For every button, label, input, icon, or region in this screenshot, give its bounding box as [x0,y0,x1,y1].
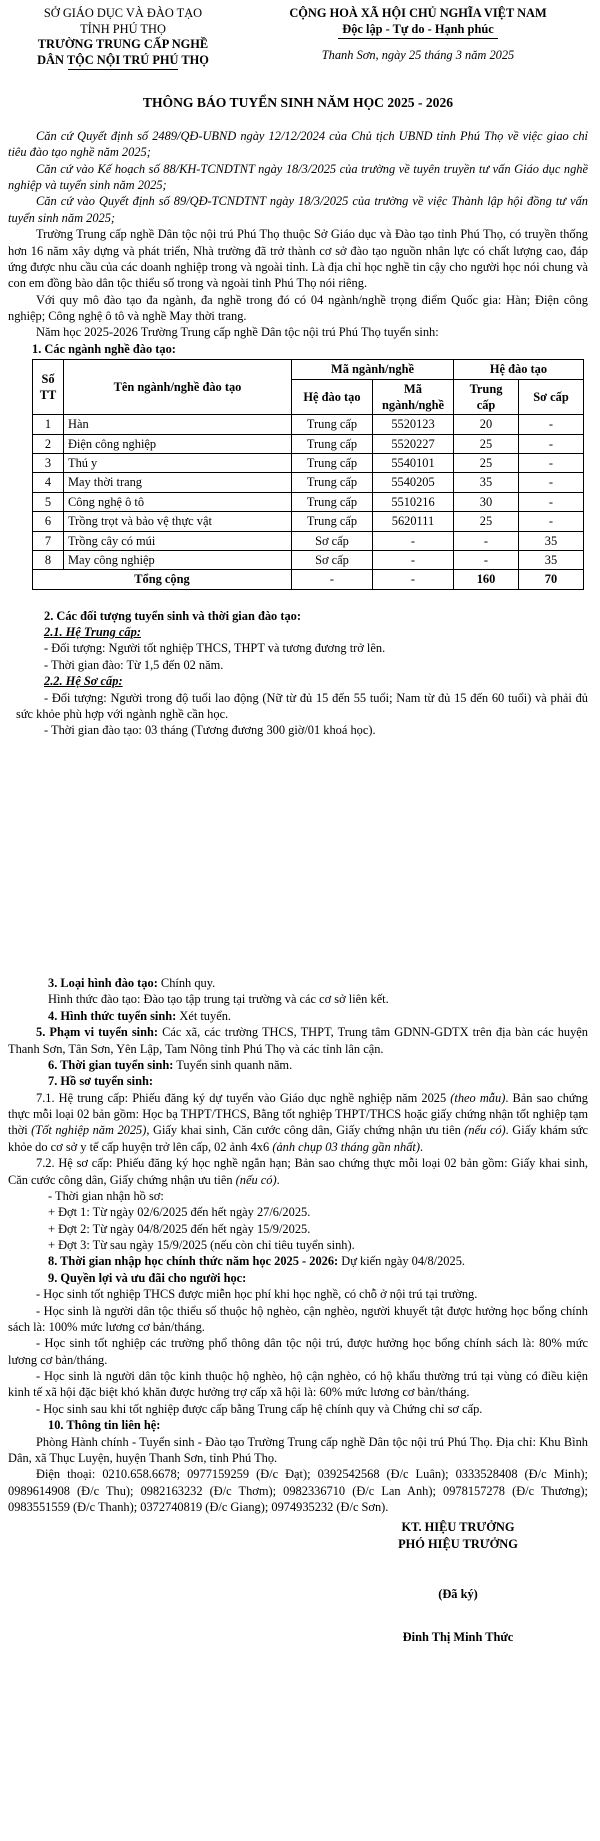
table-row [33,434,584,453]
section-5: 5. Phạm vi tuyển sinh: Các xã, các trường THCS, THPT, Trung tâm GDNN-GDTX trên địa bàn các huyện Thanh Sơn, Tân Sơn, Yên Lập, Tam Nông tỉnh Phú Thọ và các tỉnh lân cận. [8,1025,589,1056]
cell-stt: 4 [33,473,64,492]
cell-stt: 7 [33,531,64,550]
cell-so-cap: - [519,415,584,434]
cell-so-cap: - [519,473,584,492]
cell-stt: 8 [33,550,64,569]
col-so-cap: Sơ cấp [519,379,584,415]
page-one [0,0,600,739]
table-row [33,473,584,492]
col-code: Mã ngành/nghề [373,379,454,415]
col-level: Hệ đào tạo [292,379,373,415]
benefit-item: - Học sinh tốt nghiệp các trường phổ thông dân tộc nội trú, được hưởng học bổng chính sách là: 80% mức lương cơ bản/tháng. [8,1336,588,1367]
section-4: 4. Hình thức tuyển sinh: Xét tuyển. [48,1008,231,1023]
table-row [33,512,584,531]
total-trung-cap: 160 [454,570,519,589]
total-level: - [292,570,373,589]
cell-so-cap: - [519,434,584,453]
cell-so-cap: - [519,512,584,531]
school-line-2: DÂN TỘC NỘI TRÚ PHÚ THỌ [37,52,209,67]
cell-trung-cap: - [454,531,519,550]
section-2-1-line: - Đối tượng: Người tốt nghiệp THCS, THPT và tương đương trở lên. [44,641,386,656]
page-break [0,930,600,970]
benefit-item: - Học sinh sau khi tốt nghiệp được cấp bằng Trung cấp hệ chính quy và Chứng chỉ sơ cấp. [36,1401,483,1416]
cell-trung-cap: 30 [454,492,519,511]
signature-block [348,1519,568,1645]
header-divider-left [68,69,178,70]
cell-program-name: Điện công nghiệp [64,434,292,453]
cell-program-name: May công nghiệp [64,550,292,569]
page-two [0,975,600,1645]
national-motto [248,6,588,70]
section-2-1-heading: 2.1. Hệ Trung cấp: [44,625,141,640]
cell-level: Trung cấp [292,415,373,434]
col-program-name: Tên ngành/nghề đào tạo [64,360,292,415]
section-9-heading: 9. Quyền lợi và ưu đãi cho người học: [48,1270,247,1285]
cell-so-cap: - [519,492,584,511]
col-trung-cap: Trung cấp [454,379,519,415]
table-total-row [33,570,584,589]
section-1-heading: 1. Các ngành nghề đào tạo: [32,341,176,356]
col-group-code: Mã ngành/nghề [292,360,454,379]
section-7-2: 7.2. Hệ sơ cấp: Phiếu đăng ký học nghề ngắn hạn; Bản sao chứng thực mỗi loại 02 bản gồm: Giấy khai sinh, Căn cước công dân, Giấy chứng nhận ưu tiên (nếu có). [8,1156,588,1187]
contact-phones: Điện thoại: 0210.658.6678; 0977159259 (Đ/c Đạt); 0392542568 (Đ/c Luân); 0333528408 (Đ/c Minh); 0989614908 (Đ/c Thu); 0982163232 (Đ/c Thơm); 0982336710 (Đ/c Lan Anh); 0978157278 (Đ/c Thương); 0983551559 (Đ/c Thanh); 0372740819 (Đ/c Giang); 0974935232 (Đ/c Sơn). [8,1467,588,1514]
cell-code: - [373,550,454,569]
cell-program-name: Trồng cây có múi [64,531,292,550]
document-header [8,0,588,70]
document-title: THÔNG BÁO TUYỂN SINH NĂM HỌC 2025 - 2026 [142,95,454,110]
signed-mark: (Đã ký) [438,1587,478,1602]
cell-code: 5520123 [373,415,454,434]
programs-table [32,359,584,590]
issuing-authority [8,6,238,70]
cell-level: Sơ cấp [292,531,373,550]
cell-level: Trung cấp [292,492,373,511]
province-line: TỈNH PHÚ THỌ [80,21,166,36]
col-stt: Số TT [33,360,64,415]
contact-address: Phòng Hành chính - Tuyển sinh - Đào tạo Trường Trung cấp nghề Dân tộc nội trú Phú Thọ. Địa chỉ: Khu Bình Dân, xã Thục Luyện, huyện Thanh Sơn, tỉnh Phú Thọ. [8,1434,588,1465]
cell-program-name: Thú y [64,454,292,473]
section-2-heading: 2. Các đối tượng tuyển sinh và thời gian đào tạo: [44,608,301,623]
section-2 [44,608,588,690]
section-3: 3. Loại hình đào tạo: Chính quy. [48,976,216,990]
section-10-heading: 10. Thông tin liên hệ: [48,1418,161,1433]
cell-trung-cap: - [454,550,519,569]
table-row [33,454,584,473]
cell-stt: 5 [33,492,64,511]
school-line-1: TRƯỜNG TRUNG CẤP NGHỀ [37,37,209,51]
header-divider-right [338,38,498,39]
cell-trung-cap: 20 [454,415,519,434]
section-7-1: 7.1. Hệ trung cấp: Phiếu đăng ký dự tuyển vào Giáo dục nghề nghiệp năm 2025 (theo mẫu). Bản sao chứng thực mỗi loại 02 bản gồm: Học bạ THPT/THCS, Bằng tốt nghiệp THPT/THCS hoặc giấy chứng nhận tốt nghiệp tạm thời (Tốt nghiệp năm 2025), Giấy khai sinh, Căn cước công dân, Giấy chứng nhận ưu tiên (nếu có). Giấy khám sức khỏe do cơ sở y tế cấp huyện trở lên cấp, 02 ảnh 4x6 (ảnh chụp 03 tháng gần nhất). [8,1090,589,1154]
table-row [33,550,584,569]
table-row [33,492,584,511]
benefit-item: - Học sinh là người dân tộc kinh thuộc hộ nghèo, hộ cận nghèo, có hộ khẩu thường trú tại vùng có điều kiện kinh tế xã hội đặc biệt khó khăn được hưởng trợ cấp xã hội là: 60% mức lương cơ bản/tháng. [8,1369,588,1400]
col-group-system: Hệ đào tạo [454,360,584,379]
section-7-heading: 7. Hồ sơ tuyển sinh: [48,1074,153,1089]
legal-basis-3: Căn cứ vào Quyết định số 89/QĐ-TCNDTNT ngày 18/3/2025 của trường về việc Thành lập hội đồng tư vấn tuyển sinh năm 2025; [8,194,588,225]
section-2-2-line: - Đối tượng: Người trong độ tuổi lao động (Nữ từ đủ 15 đến 55 tuổi; Nam từ đủ 15 đến 60 tuổi) và phải đủ sức khỏe phù hợp với ngành nghề cần học. [16,690,588,721]
country-name: CỘNG HOÀ XÃ HỘI CHỦ NGHĨA VIỆT NAM [289,6,547,20]
document-date: Thanh Sơn, ngày 25 tháng 3 năm 2025 [321,48,515,62]
section-8: 8. Thời gian nhập học chính thức năm học 2025 - 2026: Dự kiến ngày 04/8/2025. [48,1254,465,1269]
cell-level: Trung cấp [292,454,373,473]
cell-code: 5540101 [373,454,454,473]
signer-role-1: KT. HIỆU TRƯỞNG [401,1520,515,1535]
cell-stt: 1 [33,415,64,434]
intro-paragraph-2: Với quy mô đào tạo đa ngành, đa nghề trong đó có 04 ngành/nghề trọng điểm Quốc gia: Hàn; Điện công nghiệp; Công nghệ ô tô và nghề May thời trang. [8,292,588,324]
cell-so-cap: - [519,454,584,473]
cell-program-name: May thời trang [64,473,292,492]
cell-level: Trung cấp [292,434,373,453]
cell-trung-cap: 25 [454,454,519,473]
submission-round-3: + Đợt 3: Từ sau ngày 15/9/2025 (nếu còn chỉ tiêu tuyển sinh). [48,1238,355,1252]
cell-code: 5510216 [373,492,454,511]
cell-code: 5520227 [373,434,454,453]
total-so-cap: 70 [519,570,584,589]
submission-period-heading: - Thời gian nhận hồ sơ: [48,1188,164,1203]
benefit-item: - Học sinh tốt nghiệp THCS được miễn học phí khi học nghề, có chỗ ở nội trú tại trường. [36,1287,478,1302]
total-code: - [373,570,454,589]
intro-paragraph-1: Trường Trung cấp nghề Dân tộc nội trú Phú Thọ thuộc Sở Giáo dục và Đào tạo tỉnh Phú Thọ, có truyền thống hơn 16 năm xây dựng và phát triển, Nhà trường đã trở thành cơ sở đào tạo nguồn nhân lực có chất lượng cao, đáp ứng được nhu cầu của các doanh nghiệp trong và ngoài tỉnh. Là địa chỉ học nghề tin cậy cho người học nói chung và con em đồng bào dân tộc thiểu số trong và ngoài tỉnh Phú Thọ nói riêng. [8,227,588,291]
submission-round-2: + Đợt 2: Từ ngày 04/8/2025 đến hết ngày 15/9/2025. [48,1221,311,1236]
cell-level: Sơ cấp [292,550,373,569]
cell-trung-cap: 25 [454,434,519,453]
cell-trung-cap: 35 [454,473,519,492]
section-3-line: Hình thức đào tạo: Đào tạo tập trung tại trường và các cơ sở liên kết. [48,992,389,1007]
cell-code: - [373,531,454,550]
total-label: Tổng cộng [33,570,292,589]
signer-name: Đinh Thị Minh Thức [402,1629,514,1644]
cell-stt: 3 [33,454,64,473]
department-line: SỞ GIÁO DỤC VÀ ĐÀO TẠO [43,6,203,20]
section-2-2-heading: 2.2. Hệ Sơ cấp: [44,674,123,689]
cell-level: Trung cấp [292,512,373,531]
cell-code: 5620111 [373,512,454,531]
cell-program-name: Công nghệ ô tô [64,492,292,511]
legal-basis-2: Căn cứ vào Kế hoạch số 88/KH-TCNDTNT ngày 18/3/2025 của trường về tuyên truyền tư vấn Giáo dục nghề nghiệp và tuyển sinh năm 2025; [8,161,588,193]
cell-stt: 2 [33,434,64,453]
section-6: 6. Thời gian tuyển sinh: Tuyển sinh quanh năm. [48,1057,293,1072]
legal-basis-1: Căn cứ Quyết định số 2489/QĐ-UBND ngày 12/12/2024 của Chủ tịch UBND tỉnh Phú Thọ về việc giao chỉ tiêu đào tạo nghề năm 2025; [8,128,588,160]
table-row [33,531,584,550]
table-row [33,415,584,434]
cell-program-name: Hàn [64,415,292,434]
cell-level: Trung cấp [292,473,373,492]
section-2-1-line: - Thời gian đào: Từ 1,5 đến 02 năm. [44,657,224,672]
table-body [33,415,584,570]
motto: Độc lập - Tự do - Hạnh phúc [342,21,494,36]
cell-stt: 6 [33,512,64,531]
submission-round-1: + Đợt 1: Từ ngày 02/6/2025 đến hết ngày 27/6/2025. [48,1205,311,1220]
cell-so-cap: 35 [519,531,584,550]
cell-so-cap: 35 [519,550,584,569]
cell-trung-cap: 25 [454,512,519,531]
benefit-item: - Học sinh là người dân tộc thiểu số thuộc hộ nghèo, cận nghèo, người khuyết tật được hưởng học bổng chính sách là: 100% mức lương cơ bản/tháng. [8,1303,588,1334]
cell-code: 5540205 [373,473,454,492]
section-2-2-line: - Thời gian đào tạo: 03 tháng (Tương đương 300 giờ/01 khoá học). [44,723,376,738]
intro-paragraph-3: Năm học 2025-2026 Trường Trung cấp nghề Dân tộc nội trú Phú Thọ tuyển sinh: [36,325,439,340]
cell-program-name: Trồng trọt và bảo vệ thực vật [64,512,292,531]
signer-role-2: PHÓ HIỆU TRƯỞNG [398,1536,518,1551]
